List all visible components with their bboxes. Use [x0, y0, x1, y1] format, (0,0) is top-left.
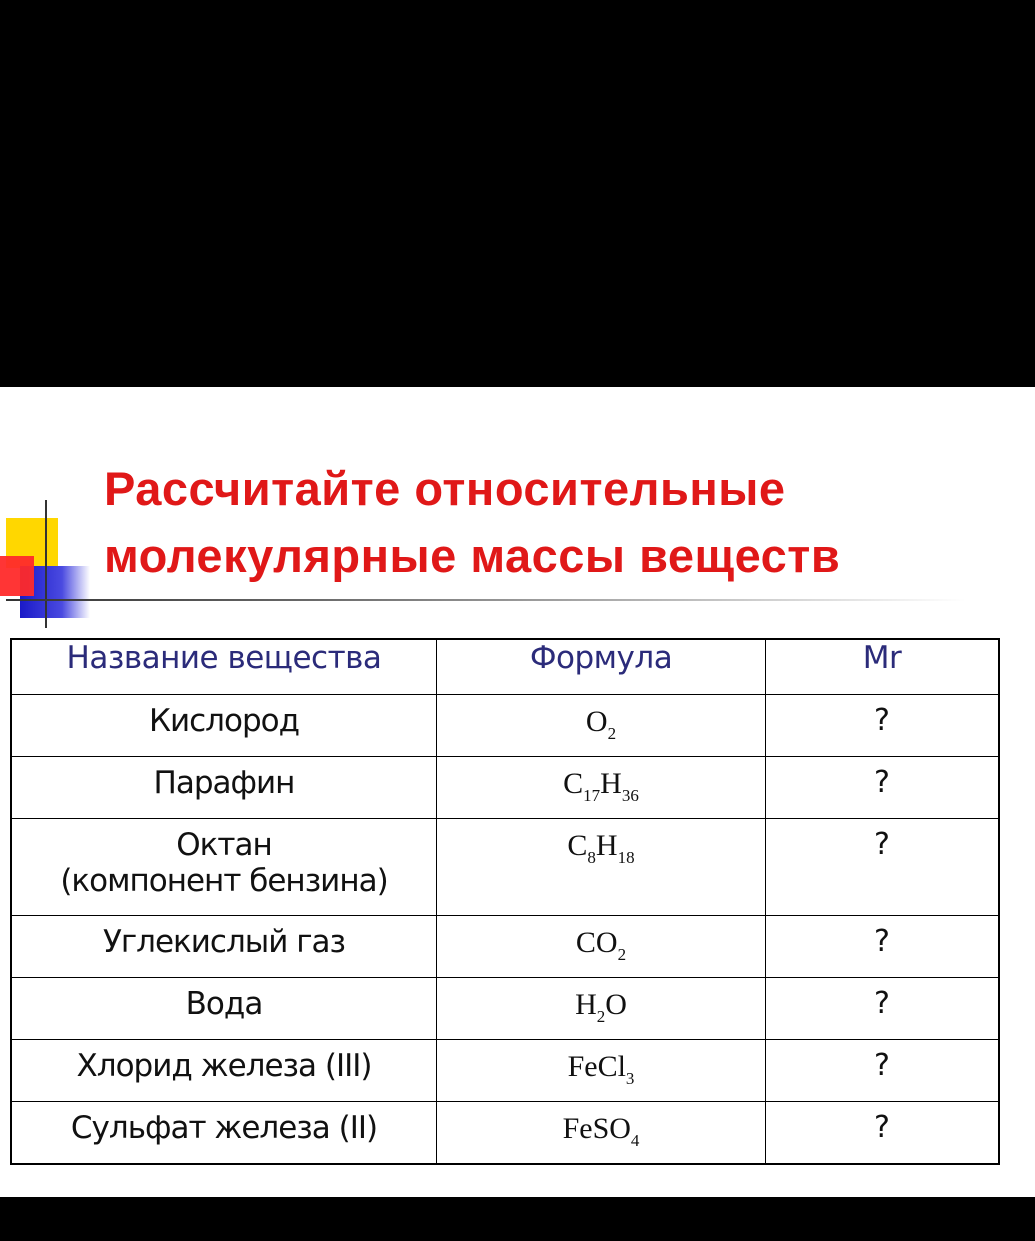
header-mr: Mr — [766, 639, 1000, 695]
formula-cell — [437, 916, 766, 978]
mr-value: ? — [874, 827, 890, 862]
formula-cell — [437, 1102, 766, 1165]
formula-element: H — [575, 988, 597, 1021]
decorative-logo — [0, 500, 110, 630]
mr-cell — [766, 916, 1000, 978]
table-row — [11, 916, 999, 978]
formula-subscript: 36 — [621, 786, 639, 805]
chemical-formula — [437, 757, 765, 806]
substance-name: Октан — [176, 827, 272, 863]
formula-cell — [437, 819, 766, 916]
title-line-2: молекулярные массы веществ — [104, 529, 841, 582]
chemical-formula — [437, 978, 765, 1027]
logo-vertical-line — [45, 500, 47, 628]
formula-subscript: 8 — [587, 848, 596, 867]
table-body — [11, 695, 999, 1165]
formula-element: H — [595, 829, 618, 862]
substance-name-cell — [11, 978, 437, 1040]
formula-element: C — [567, 829, 588, 862]
table-row — [11, 757, 999, 819]
formula-subscript: 4 — [630, 1131, 640, 1150]
formula-subscript: 2 — [607, 724, 617, 743]
mr-value: ? — [874, 1048, 890, 1083]
table-header-row — [11, 639, 999, 695]
header-name: Название вещества — [11, 639, 437, 695]
formula-cell — [437, 757, 766, 819]
chemical-formula — [437, 819, 765, 868]
mr-value: ? — [874, 924, 890, 959]
table-row — [11, 978, 999, 1040]
title-underline — [6, 599, 966, 601]
formula-element: C — [563, 767, 584, 800]
mr-value: ? — [874, 703, 890, 738]
chemical-formula — [437, 1040, 765, 1089]
mr-cell — [766, 695, 1000, 757]
formula-element: O — [605, 988, 627, 1021]
title-line-1: Рассчитайте относительные — [104, 462, 786, 515]
logo-red-square — [0, 556, 34, 596]
header-formula: Формула — [437, 639, 766, 695]
substance-name-cell — [11, 757, 437, 819]
formula-subscript: 2 — [596, 1007, 606, 1026]
formula-element: O — [585, 705, 608, 738]
mr-cell — [766, 819, 1000, 916]
formula-element: H — [600, 767, 622, 800]
formula-cell — [437, 1040, 766, 1102]
mr-cell — [766, 1102, 1000, 1165]
table-row — [11, 1040, 999, 1102]
formula-cell — [437, 978, 766, 1040]
substance-name: Кислород — [148, 703, 300, 739]
mr-value: ? — [874, 986, 890, 1021]
substances-table — [10, 638, 1000, 1165]
mr-cell — [766, 1040, 1000, 1102]
formula-element: CO — [575, 926, 618, 959]
substance-name-cell — [11, 695, 437, 757]
mr-cell — [766, 978, 1000, 1040]
mr-value: ? — [874, 765, 890, 800]
formula-subscript: 18 — [617, 848, 635, 867]
chemical-formula — [437, 1102, 765, 1151]
substance-name-cell — [11, 1040, 437, 1102]
formula-subscript: 2 — [617, 945, 627, 964]
substance-name-note: (компонент бензина) — [60, 863, 388, 899]
substance-name-cell — [11, 819, 437, 916]
table-row — [11, 695, 999, 757]
substance-name: Углекислый газ — [102, 924, 346, 960]
substance-name: Парафин — [153, 765, 295, 801]
slide-title — [104, 455, 1004, 589]
chemical-formula — [437, 695, 765, 744]
mr-value: ? — [874, 1110, 890, 1145]
formula-subscript: 17 — [583, 786, 601, 805]
substance-name: Сульфат железа (II) — [70, 1110, 378, 1146]
chemical-formula — [437, 916, 765, 965]
table-row — [11, 819, 999, 916]
formula-element: FeSO — [562, 1112, 631, 1145]
formula-element: FeCl — [567, 1050, 626, 1083]
substance-name-cell — [11, 916, 437, 978]
formula-subscript: 3 — [625, 1069, 635, 1088]
substance-name: Хлорид железа (III) — [76, 1048, 372, 1084]
mr-cell — [766, 757, 1000, 819]
formula-cell — [437, 695, 766, 757]
table-row — [11, 1102, 999, 1165]
substance-name: Вода — [185, 986, 263, 1022]
substance-name-cell — [11, 1102, 437, 1165]
